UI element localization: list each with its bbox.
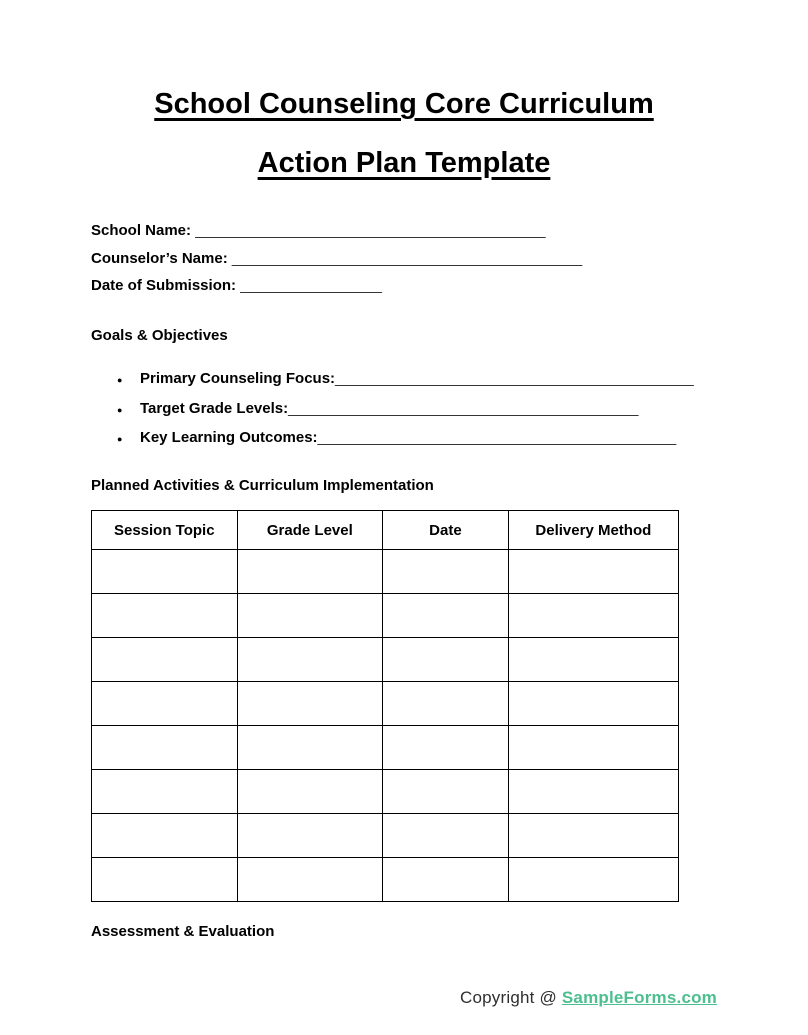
list-item xyxy=(91,424,717,454)
date-of-submission-blank-line: _________________ xyxy=(240,277,383,294)
table-cell xyxy=(383,594,509,638)
table-row xyxy=(92,550,679,594)
planned-activities-heading: Planned Activities & Curriculum Implementation xyxy=(91,476,434,494)
table-cell xyxy=(237,726,383,770)
table-cell xyxy=(508,594,678,638)
table-cell xyxy=(383,638,509,682)
table-row xyxy=(92,814,679,858)
table-cell xyxy=(237,814,383,858)
assessment-evaluation-heading: Assessment & Evaluation xyxy=(91,923,275,940)
primary-counseling-focus-blank-line: ___________________________________________ xyxy=(335,370,694,387)
table-cell xyxy=(508,726,678,770)
footer xyxy=(91,988,717,1008)
field-date-of-submission xyxy=(91,272,717,300)
table-cell xyxy=(508,682,678,726)
sampleforms-link[interactable]: SampleForms.com xyxy=(561,987,717,1007)
target-grade-levels-blank-line: __________________________________________ xyxy=(288,399,639,417)
table-cell xyxy=(508,770,678,814)
column-header-date: Date xyxy=(383,511,509,550)
bullet-icon: ● xyxy=(117,404,123,415)
key-learning-outcomes-blank-line: ___________________________________________ xyxy=(317,429,677,446)
table-cell xyxy=(92,858,238,902)
table-cell xyxy=(92,550,238,594)
table-cell xyxy=(383,726,509,770)
counselor-name-label: Counselor’s Name: xyxy=(91,249,228,267)
table-cell xyxy=(383,682,509,726)
table-row xyxy=(92,770,679,814)
copyright-text: Copyright @ xyxy=(460,987,562,1007)
table-cell xyxy=(508,550,678,594)
table-cell xyxy=(383,770,509,814)
table-row xyxy=(92,726,679,770)
column-header-delivery-method: Delivery Method xyxy=(508,511,678,550)
table-cell xyxy=(237,638,383,682)
table-cell xyxy=(92,726,238,770)
list-item xyxy=(91,395,717,425)
table-header-row xyxy=(92,511,679,550)
bullet-icon: ● xyxy=(117,375,123,385)
table-row xyxy=(92,682,679,726)
table-cell xyxy=(92,638,238,682)
table-cell xyxy=(508,858,678,902)
column-header-grade-level: Grade Level xyxy=(237,511,383,550)
table-cell xyxy=(237,770,383,814)
bullet-icon: ● xyxy=(117,434,123,444)
table-cell xyxy=(508,638,678,682)
school-name-label: School Name: xyxy=(91,222,192,239)
table-cell xyxy=(383,858,509,902)
date-of-submission-label: Date of Submission: xyxy=(91,277,237,294)
school-name-blank-line: __________________________________________ xyxy=(195,222,546,239)
activities-table xyxy=(91,510,679,902)
table-cell xyxy=(92,770,238,814)
table-cell xyxy=(237,858,383,902)
goals-objectives-heading: Goals & Objectives xyxy=(91,326,228,344)
table-row xyxy=(92,638,679,682)
goals-bullet-list xyxy=(91,365,717,454)
table-cell xyxy=(237,550,383,594)
document-title xyxy=(91,86,717,181)
table-row xyxy=(92,594,679,638)
key-learning-outcomes-label: Key Learning Outcomes: xyxy=(140,429,318,446)
table-cell xyxy=(92,814,238,858)
table-row xyxy=(92,858,679,902)
activities-table-header xyxy=(92,511,679,550)
column-header-session-topic: Session Topic xyxy=(92,511,238,550)
table-cell xyxy=(508,814,678,858)
primary-counseling-focus-label: Primary Counseling Focus: xyxy=(140,370,336,387)
table-cell xyxy=(237,594,383,638)
table-cell xyxy=(92,594,238,638)
field-counselor-name xyxy=(91,245,717,273)
title-line-2: Action Plan Template xyxy=(257,147,551,179)
table-cell xyxy=(383,814,509,858)
table-cell xyxy=(383,550,509,594)
info-fields xyxy=(91,217,717,300)
counselor-name-blank-line: __________________________________________ xyxy=(231,249,583,267)
title-line-1: School Counseling Core Curriculum xyxy=(154,88,654,120)
list-item xyxy=(91,365,717,395)
table-cell xyxy=(92,682,238,726)
table-cell xyxy=(237,682,383,726)
target-grade-levels-label: Target Grade Levels: xyxy=(140,399,289,417)
activities-table-body xyxy=(92,550,679,902)
field-school-name xyxy=(91,217,717,245)
